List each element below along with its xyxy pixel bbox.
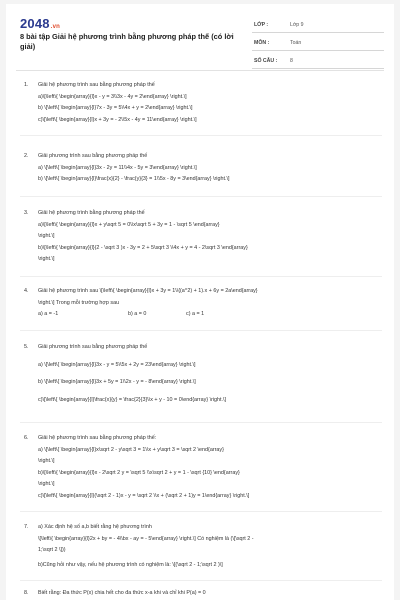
meta-value: 8 <box>290 58 293 64</box>
option-b: b) a = 0 <box>128 311 147 318</box>
option-c: c) a = 1 <box>186 311 205 318</box>
question-text: Giải hệ phương trình sau bằng phương pháp thế <box>38 82 155 88</box>
document-page <box>6 4 394 600</box>
question-separator <box>20 511 382 512</box>
question-body <box>38 522 380 571</box>
question-separator <box>20 422 382 423</box>
question-body <box>38 151 380 186</box>
question-body <box>38 342 380 406</box>
question-part: b)\[\left\{ \begin{array}{l}x - 2\sqrt 2 y = \sqrt 5 \\x\sqrt 2 + y = 1 - \sqrt {10} \end{array} <box>38 469 240 476</box>
question-separator <box>20 135 382 136</box>
option-a: a) a = -1 <box>38 311 59 318</box>
question-number: 1. <box>24 82 29 88</box>
question-body <box>38 588 380 600</box>
question-text: Giải hệ phương trình bằng phương pháp thế <box>38 210 145 216</box>
question-text: Giải phương trình sau bằng phương pháp thế <box>38 344 148 350</box>
question-text: \right.\] Trong mỗi trường hợp sau <box>38 299 120 306</box>
document-header <box>6 4 394 66</box>
question-number: 2. <box>24 153 29 159</box>
site-logo[interactable] <box>20 16 60 31</box>
question-part: c)\[\left\{ \begin{array}{l}x + 3y = - 2\\5x - 4y = 11\end{array} \right.\] <box>38 116 197 123</box>
question-part: a) \[\left\{ \begin{array}{l}3x - 2y = 11\\4x - 5y = 3\end{array} \right.\] <box>38 164 197 171</box>
meta-key: MÔN : <box>254 40 270 46</box>
question-part: a)\[\left\{ \begin{array}{l}x - y = 3\\3x - 4y = 2\end{array} \right.\] <box>38 93 187 100</box>
question-part: b) \[\left\{ \begin{array}{l}\frac{x}{2} - \frac{y}{3} = 1\\5x - 8y = 3\end{array} \right.\] <box>38 176 230 183</box>
question-part: a)\[\left\{ \begin{array}{l}x + y\sqrt 5 = 0\\x\sqrt 5 + 3y = 1 - \sqrt 5 \end{array} <box>38 221 220 228</box>
question-part: \right.\] <box>38 458 55 465</box>
question-body <box>38 433 380 503</box>
question-part: \right.\] <box>38 481 55 488</box>
question-number: 7. <box>24 524 29 530</box>
question-text: Giải hệ phương trình sau \[\left\{ \begin{array}{l}x + 3y = 1\\{(a^2) + 1).x + 6y = 2a\end{array} <box>38 288 258 294</box>
question-separator <box>20 276 382 277</box>
question-part: \[\left\{ \begin{array}{l}2x + by = - 4\\bx - ay = - 5\end{array} \right.\] Có nghiệm là (\[\sqrt 2 - <box>38 535 254 542</box>
logo-text: 2048 <box>20 16 50 31</box>
header-divider <box>16 70 384 71</box>
question-body <box>38 80 380 126</box>
question-part: c)\[\left\{ \begin{array}{l}\frac{x}{y} = \frac{2}{3}\\x + y - 10 = 0\end{array} \right.\] <box>38 396 227 403</box>
question-text: Giải phương trình sau bằng phương pháp thế <box>38 153 148 159</box>
answer-options <box>38 309 380 321</box>
question-text: Giải hệ phương trình sau bằng phương pháp thế: <box>38 435 157 441</box>
question-part: b)Cũng hỏi như vậy, nếu hệ phương trình có nghiệm là: \[(\sqrt 2 - 1;\sqrt 2 )\] <box>38 561 223 568</box>
question-part: c)\[\left\{ \begin{array}{l}(\sqrt 2 - 1)x - y = \sqrt 2 \\x + (\sqrt 2 + 1)y = 1\end{array} \right.\] <box>38 492 250 499</box>
question-part: b)\[\left\{ \begin{array}{l}(2 - \sqrt 3 )x - 3y = 2 + 5\sqrt 3 \\4x + y = 4 - 2\sqrt 3 \end{array} <box>38 244 248 251</box>
question-part: 1;\sqrt 2 \])) <box>38 547 66 554</box>
question-number: 4. <box>24 288 29 294</box>
meta-table <box>252 18 384 72</box>
question-text: Biết rằng: Đa thức P(x) chia hết cho đa thức x-a khi và chỉ khi P(a) = 0 <box>38 590 206 596</box>
question-number: 3. <box>24 210 29 216</box>
meta-key: SỐ CÂU : <box>254 58 278 64</box>
question-separator <box>20 580 382 581</box>
question-part: a) \[\left\{ \begin{array}{l}3x - y = 5\\5x + 2y = 23\end{array} \right.\] <box>38 361 196 368</box>
meta-key: LỚP : <box>254 22 269 28</box>
question-number: 8. <box>24 590 29 596</box>
meta-value: Toán <box>290 40 302 46</box>
question-body <box>38 286 380 321</box>
question-text: a) Xác định hệ số a,b biết rằng hệ phương trình <box>38 524 152 530</box>
question-part: \right.\] <box>38 256 55 263</box>
page-title: 8 bài tập Giải hệ phương trình bằng phương pháp thế (có lời giải) <box>20 32 234 51</box>
question-part: b) \[\left\{ \begin{array}{l}3x + 5y = 1\\2x - y = - 8\end{array} \right.\] <box>38 379 196 386</box>
question-separator <box>20 330 382 331</box>
meta-value: Lớp 9 <box>290 22 304 28</box>
meta-row-subject <box>252 36 384 51</box>
question-part: \right.\] <box>38 233 55 240</box>
question-part: b) \[\left\{ \begin{array}{l}7x - 3y = 5\\4x + y = 2\end{array} \right.\] <box>38 105 193 112</box>
logo-suffix: .vn <box>50 24 61 30</box>
question-number: 6. <box>24 435 29 441</box>
question-separator <box>20 196 382 197</box>
question-part: a) \[\left\{ \begin{array}{l}x\sqrt 2 - y\sqrt 3 = 1\\x + y\sqrt 3 = \sqrt 2 \end{array} <box>38 446 224 453</box>
question-body <box>38 208 380 266</box>
meta-row-count <box>252 54 384 69</box>
meta-row-class <box>252 18 384 33</box>
question-number: 5. <box>24 344 29 350</box>
